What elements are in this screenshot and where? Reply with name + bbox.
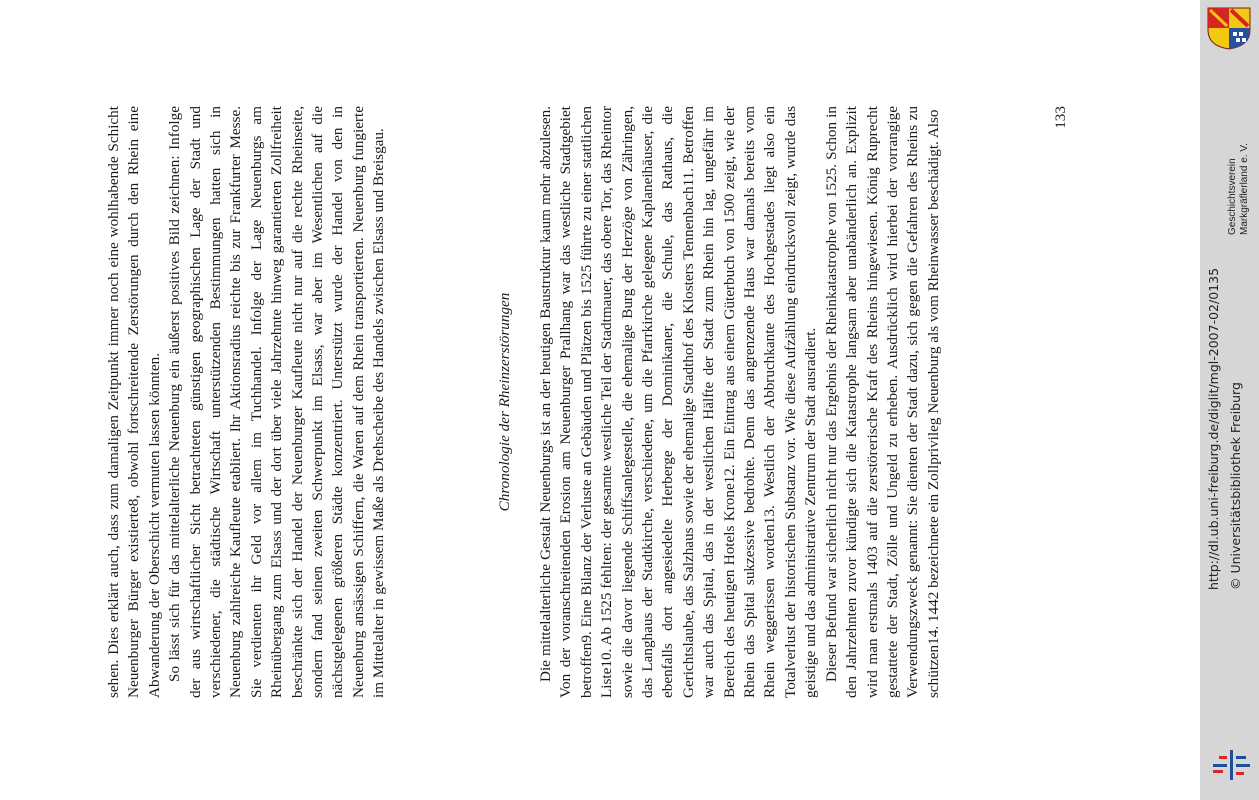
viewer-sidebar [1200, 0, 1259, 800]
society-name-line2: Markgräflerland e. V. [1239, 143, 1250, 235]
paragraph: Die mittelalterliche Gestalt Neuenburgs ist an der heutigen Baustruktur kaum mehr abzulesen. Von der voranschreitenden Erosion am Neuenburger Prallhang war das westliche Stadtgebiet betroffen9. Eine Bilanz der Verluste an Gebäuden und Plätzen bis 1525 führte zu einer stattlichen Liste10. Ab 1525 fehlten: der gesamte westliche Teil der Stadtmauer, das obere Tor, das Rheintor sowie die davor liegende Schiffsanlegestelle, die ehemalige Burg der Herzöge von Zähringen, das Langhaus der Stadtkirche, verschiedene, um die Pfarrkirche gelegene Kaplaneihäuser, die ebenfalls dort angesiedelte Herberge der Dominikaner, die Schule, das Rathaus, die Gerichtslaube, das Salzhaus sowie der ehemalige Stadthof des Klosters Tennenbach11. Betroffen war auch das Spital, das in der westlichen Hälfte der Stadt zum Rhein hin lag, ungefähr im Bereich des heutigen Hotels Krone12. Ein Eintrag aus einem Güterbuch von 1500 zeigt, wie der Rhein das Spital sukzessive bedrohte. Denn das angrenzende Haus war damals bereits vom Rhein weggerissen worden13. Westlich der Abbruchkante des Hochgestades liegt also ein Totalverlust der historischen Substanz vor. Wie diese Aufzählung eindrucksvoll zeigt, wurde das geistige und das administrative Zentrum der Stadt ausradiert. [537, 106, 820, 698]
page-number: 133 [1052, 106, 1069, 129]
paragraph: Dieser Befund war sicherlich nicht nur das Ergebnis der Rheinkatastrophe von 1525. Schon in den Jahrzehnten zuvor kündigte sich die Katastrophe langsam aber unabänderlich an. Explizit wird man erstmals 1403 auf die zerstörerische Kraft des Rheins hingewiesen. König Ruprecht gestattete der Stadt, Zölle und Ungeld zu erheben. Ausdrücklich wird hierbei der vorrangige Verwendungszweck genannt: Sie dienten der Stadt dazu, sich gegen die Gefahren des Rheins zu schützen14. 1442 bezeichnete ein Zollprivileg Neuenburg als vom Rheinwasser beschädigt. Also [822, 106, 942, 698]
text-block-top [104, 106, 390, 698]
text-block-bottom [536, 106, 944, 698]
ub-freiburg-logo-icon [1208, 748, 1252, 782]
coat-of-arms-icon [1206, 6, 1252, 50]
page-url-link[interactable]: http://dl.ub.uni-freiburg.de/diglit/mgl-2007-02/0135 [1206, 267, 1221, 590]
sidebar-rotated-content [1200, 0, 1259, 800]
paragraph: So lässt sich für das mittelalterliche Neuenburg ein äußerst positives Bild zeichnen: Infolge der aus wirtschaftlicher Sicht betrachteten günstigen geographischen Lage der Stadt und verschiedener, die städtische Wirtschaft unterstützenden Bestimmungen hatten sich in Neuenburg zahlreiche Kaufleute etabliert. Ihr Aktionsradius reichte bis zur Frankfurter Messe. Sie verdienten ihr Geld vor allem im Tuchhandel. Infolge der Lage Neuenburgs am Rheinübergang zum Elsass und der dort über viele Jahrzehnte hinweg garantierten Zollfreiheit beschränkte sich der Handel der Neuenburger Kaufleute nicht nur auf die rechte Rheinseite, sondern fand seinen zweiten Schwerpunkt im Elsass, war aber im Wesentlichen auf die nächstgelegenen größeren Städte konzentriert. Unterstützt wurde der Handel von den in Neuenburg ansässigen Schiffern, die Waren auf dem Rhein transportierten. Neuenburg fungierte im Mittelalter in gewissem Maße als Drehscheibe des Handels zwischen Elsass und Breisgau. [166, 106, 388, 698]
paragraph: sehen. Dies erklärt auch, dass zum damaligen Zeitpunkt immer noch eine wohlhabende Schicht Neuenburger Bürger existierte8, obwohl fortschreitende Zerstörungen durch den Rhein eine Abwanderung der Oberschicht vermuten lassen könnten. [105, 106, 163, 698]
society-name-line1: Geschichtsverein [1227, 158, 1238, 235]
section-heading: Chronologie der Rheinzerstörungen [496, 292, 513, 512]
rotated-page-content [104, 0, 1104, 800]
copyright-text: © Universitätsbibliothek Freiburg [1228, 382, 1243, 590]
